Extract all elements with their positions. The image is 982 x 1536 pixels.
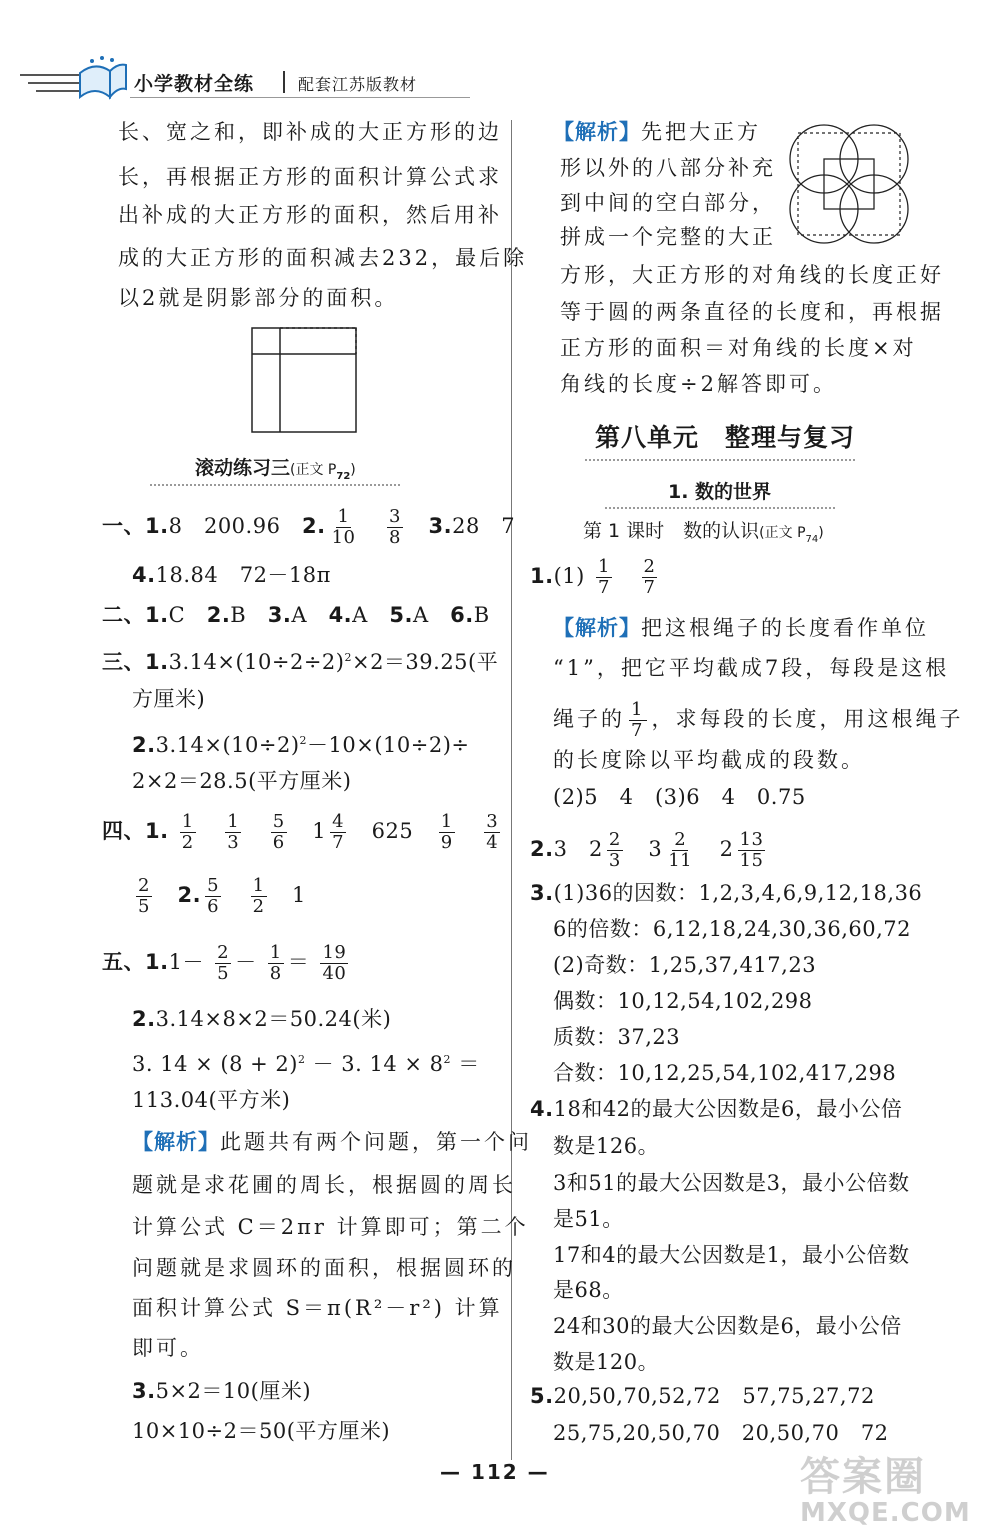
book-logo-icon — [10, 55, 130, 103]
lesson-title: 第 1 课时 数的认识(正文 $P_{74}$) — [583, 520, 824, 545]
answer-row: 2.3.14×8×2＝50.24(米) — [132, 1007, 392, 1031]
analysis-line: 绳子的 $\frac{1}{7}$ ，求每段的长度，用这根绳子 — [553, 699, 964, 741]
analysis-line: 即可。 — [132, 1336, 204, 1360]
answer-row: 四、1. $\frac{1}{2}$ $\frac{1}{3}$ $\frac{5}{6}$ 1 $\frac{4}{7}$ 625 $\frac{1}{9}$ $\frac{3}{4}$ — [102, 811, 499, 853]
header-title: 小学教材全练 — [134, 73, 255, 95]
circles-figure — [777, 112, 921, 256]
page-header — [0, 55, 982, 105]
analysis-line: 计算公式 C＝2πr 计算即可；第二个 — [132, 1215, 529, 1239]
analysis-line: 的长度除以平均截成的段数。 — [553, 748, 865, 772]
answer-row: 17和4的最大公因数是1，最小公倍数 — [553, 1243, 910, 1267]
answer-row: 4.18和42的最大公因数是6，最小公倍 — [530, 1097, 903, 1121]
intro-line: 以2就是阴影部分的面积。 — [118, 286, 399, 310]
analysis-line: 面积计算公式 S＝π(R²－r²) 计算 — [132, 1296, 503, 1320]
analysis-line: 角线的长度÷2解答即可。 — [560, 372, 837, 396]
answer-row: 113.04(平方米) — [132, 1088, 291, 1112]
answer-row: 数是120。 — [553, 1350, 660, 1374]
header-underline — [130, 97, 470, 98]
analysis-line: 【解析】把这根绳子的长度看作单位 — [553, 615, 929, 640]
analysis-line: 形以外的八部分补充 — [560, 156, 776, 180]
answer-row: 3.5×2＝10(厘米) — [132, 1379, 312, 1403]
analysis-tag: 【解析】 — [132, 1129, 220, 1154]
answer-row: 是68。 — [553, 1278, 624, 1302]
answer-row: 方厘米) — [132, 687, 206, 711]
header-divider — [283, 71, 285, 93]
answer-row: 3和51的最大公因数是3，最小公倍数 — [553, 1171, 910, 1195]
analysis-tag: 【解析】 — [553, 615, 641, 640]
answer-row: 10×10÷2＝50(平方厘米) — [132, 1419, 391, 1443]
sub-title: 1. 数的世界 — [668, 481, 772, 503]
watermark — [800, 1445, 980, 1535]
answer-row: 偶数：10,12,54,102,298 — [553, 989, 813, 1013]
intro-line: 长，再根据正方形的面积计算公式求 — [118, 165, 502, 189]
answer-row: 5.20,50,70,52,72 57,75,27,72 — [530, 1384, 875, 1408]
analysis-line: 等于圆的两条直径的长度和，再根据 — [560, 300, 944, 324]
answer-row: 3. $14 \times (8 + 2)^2 - 3$. $14 \times 8^2$ ＝ — [132, 1052, 480, 1076]
analysis-line: 【解析】此题共有两个问题，第一个问 — [132, 1129, 532, 1154]
page-number: — 112 — — [440, 1460, 550, 1484]
answer-row: 2×2＝28.5(平方厘米) — [132, 769, 352, 793]
answer-row: 五、1.1－ $\frac{2}{5}$ － $\frac{1}{8}$ ＝ $\frac{19}{40}$ — [102, 942, 347, 984]
analysis-line: “1”，把它平均截成7段，每段是这根 — [553, 656, 950, 680]
unit-title: 第八单元 整理与复习 — [595, 423, 856, 452]
section-title-rolling-practice: 滚动练习三(正文 $P_{72}$) — [195, 457, 356, 482]
answer-row: 一、1.8 200.96 2. $\frac{1}{10}$ $\frac{3}{8}$ 3.28 7 — [102, 506, 516, 548]
answer-row: 质数：37,23 — [553, 1025, 681, 1049]
answer-row: 1.(1) $\frac{1}{7}$ $\frac{2}{7}$ — [530, 556, 656, 598]
analysis-line: 方形，大正方形的对角线的长度正好 — [560, 263, 944, 287]
answer-row: 二、1.C 2.B 3.A 4.A 5.A 6.B — [102, 603, 490, 627]
answer-row: 合数：10,12,25,54,102,417,298 — [553, 1061, 897, 1085]
analysis-line: 题就是求花圃的周长，根据圆的周长 — [132, 1173, 516, 1197]
answer-row: $\frac{2}{5}$ 2. $\frac{5}{6}$ $\frac{1}{2}$ 1 — [138, 875, 306, 917]
answer-row: 是51。 — [553, 1207, 624, 1231]
answer-row: 2.3 2 $\frac{2}{3}$ 3 $\frac{2}{11}$ 2 $\frac{13}{15}$ — [530, 829, 764, 871]
header-subtitle: 配套江苏版教材 — [298, 75, 418, 94]
intro-line: 出补成的大正方形的面积，然后用补 — [118, 203, 502, 227]
answer-row: 三、$1.3.14\times(10\div 2\div 2)^2\times 2=39.25$(平 — [102, 650, 499, 674]
answer-row: 25,75,20,50,70 20,50,70 72 — [553, 1421, 889, 1445]
answer-row: 3.(1)36的因数：1,2,3,4,6,9,12,18,36 — [530, 881, 923, 905]
sub-dotted-rule — [605, 507, 835, 509]
unit-dotted-rule — [585, 459, 855, 461]
answer-row: (2)奇数：1,25,37,417,23 — [553, 953, 817, 977]
analysis-line: 到中间的空白部分， — [560, 191, 776, 215]
intro-line: 长、宽之和，即补成的大正方形的边 — [118, 120, 502, 144]
answer-row: $2.3.14\times(10\div 2)^2-10\times(10\div 2)\div$ — [132, 733, 470, 757]
analysis-line: 正方形的面积＝对角线的长度×对 — [560, 336, 917, 360]
analysis-line: 问题就是求圆环的面积，根据圆环的 — [132, 1256, 516, 1280]
analysis-tag: 【解析】 — [553, 119, 641, 144]
watermark-url: MXQE.COM — [800, 1498, 971, 1528]
analysis-line: 【解析】先把大正方 — [553, 119, 761, 144]
answer-row: (2)5 4 (3)6 4 0.75 — [553, 785, 806, 809]
answer-row: 24和30的最大公因数是6，最小公倍 — [553, 1314, 902, 1338]
answer-row: 数是126。 — [553, 1134, 660, 1158]
intro-line: 成的大正方形的面积减去232，最后除 — [118, 246, 528, 270]
watermark-text: 答案圈 — [800, 1454, 926, 1500]
square-figure — [250, 322, 362, 434]
section-dotted-rule — [150, 484, 400, 486]
answer-row: 4.18.84 72－18π — [132, 563, 331, 587]
analysis-line: 拼成一个完整的大正 — [560, 225, 776, 249]
answer-row: 6的倍数：6,12,18,24,30,36,60,72 — [553, 917, 912, 941]
